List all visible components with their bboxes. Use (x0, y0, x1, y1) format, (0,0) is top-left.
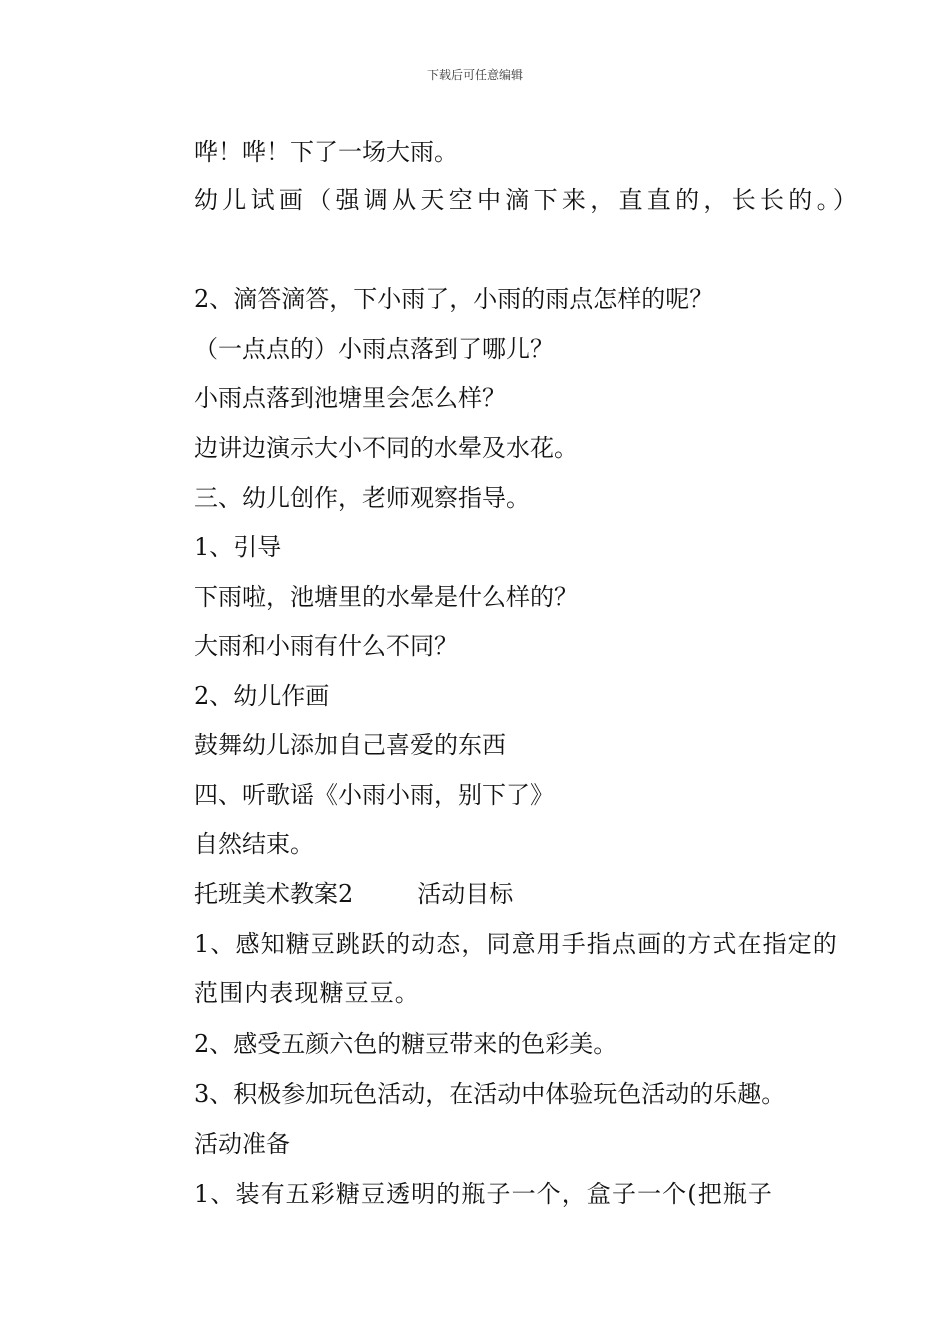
paragraph-19: 1、装有五彩糖豆透明的瓶子一个，盒子一个(把瓶子 (194, 1180, 774, 1208)
paragraph-15: 1、感知糖豆跳跃的动态，同意用手指点画的方式在指定的范围内表现糖豆豆。 (194, 930, 838, 1007)
page-header: 下载后可任意编辑 (426, 68, 523, 82)
paragraph-2: 幼儿试画（强调从天空中滴下来，直直的，长长的。） (194, 186, 862, 214)
paragraph-8: 1、引导 (194, 533, 282, 561)
paragraph-3: 2、滴答滴答，下小雨了，小雨的雨点怎样的呢？ (194, 285, 714, 313)
paragraph-10: 大雨和小雨有什么不同？ (194, 632, 458, 660)
section-title: 托班美术教案2 (194, 880, 354, 908)
paragraph-4: （一点点的）小雨点落到了哪儿？ (194, 335, 554, 363)
paragraph-16: 2、感受五颜六色的糖豆带来的色彩美。 (194, 1030, 618, 1058)
paragraph-9: 下雨啦，池塘里的水晕是什么样的？ (194, 583, 578, 611)
paragraph-17: 3、积极参加玩色活动，在活动中体验玩色活动的乐趣。 (194, 1080, 786, 1108)
paragraph-7: 三、幼儿创作，老师观察指导。 (194, 484, 530, 512)
paragraph-18: 活动准备 (194, 1130, 290, 1158)
section-label: 活动目标 (417, 880, 514, 908)
paragraph-13: 四、听歌谣《小雨小雨，别下了》 (194, 781, 554, 809)
paragraph-5: 小雨点落到池塘里会怎么样？ (194, 384, 506, 412)
section-heading (146, 870, 858, 919)
paragraph-12: 鼓舞幼儿添加自己喜爱的东西 (194, 731, 506, 759)
paragraph-14: 自然结束。 (194, 830, 314, 858)
paragraph-11: 2、幼儿作画 (194, 682, 330, 710)
paragraph-1: 哗！哗！下了一场大雨。 (194, 138, 458, 166)
paragraph-6: 边讲边演示大小不同的水晕及水花。 (194, 434, 578, 462)
